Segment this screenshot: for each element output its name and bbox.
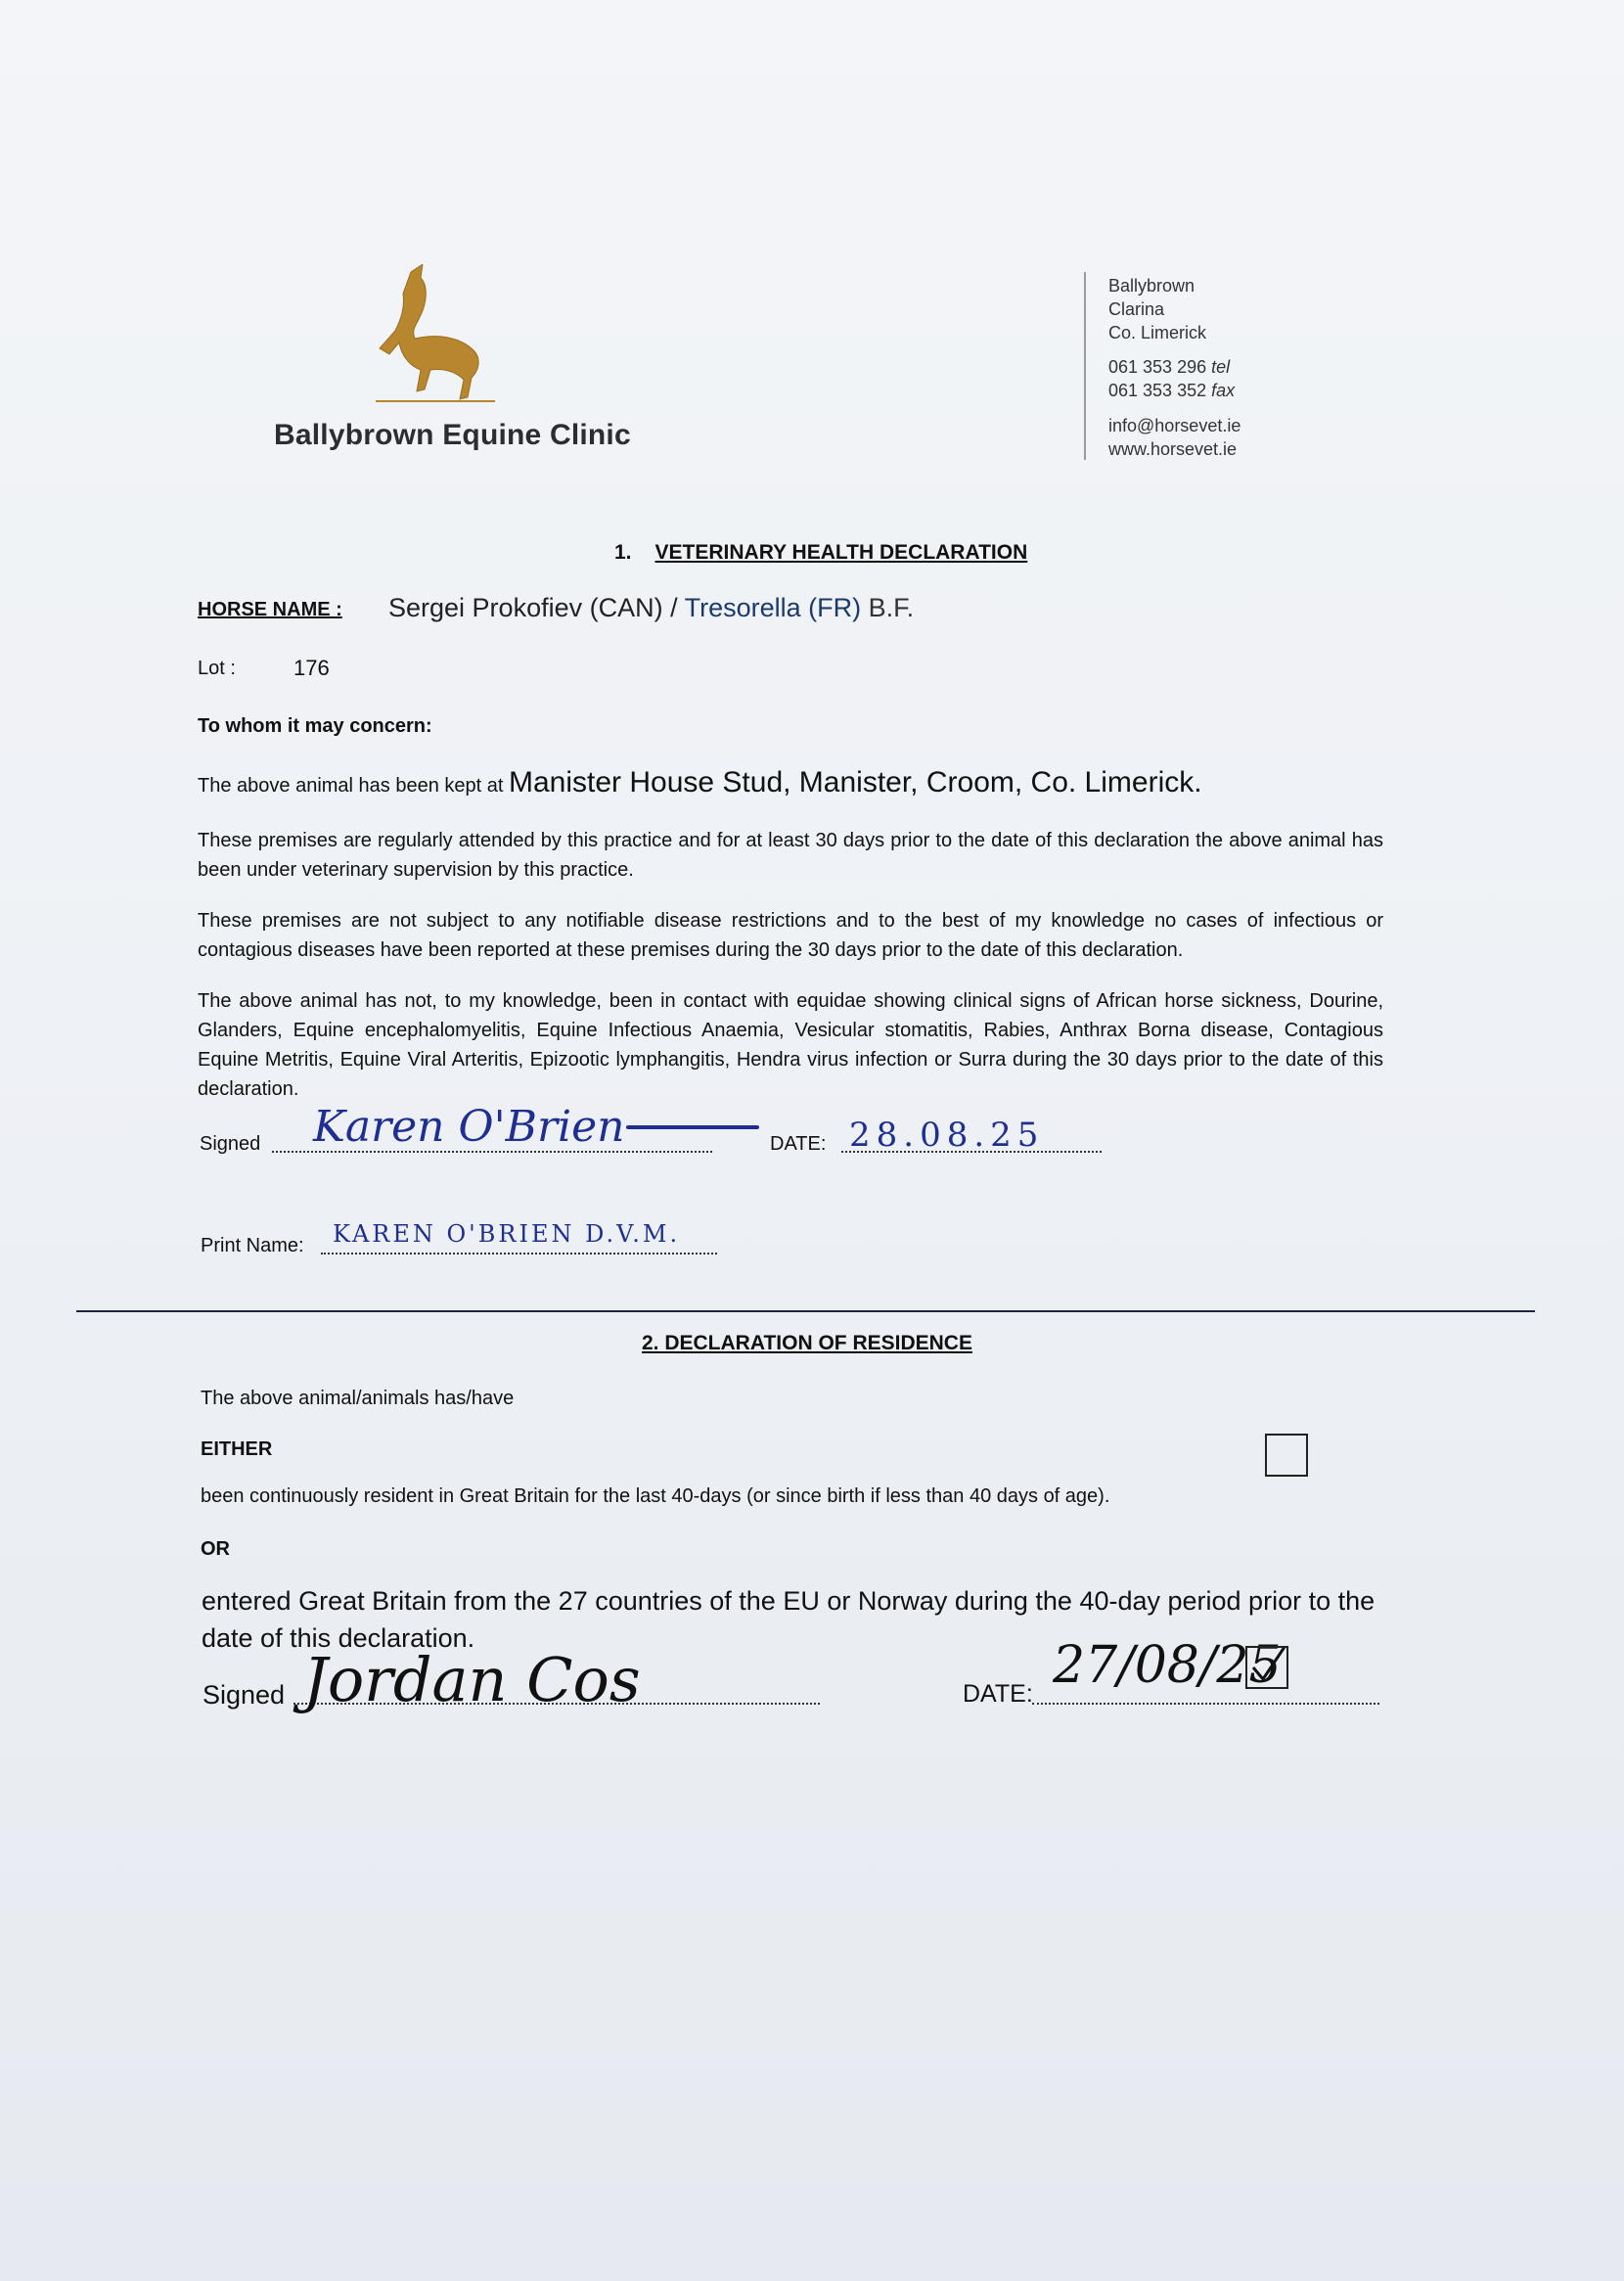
date-label-2: DATE:	[963, 1680, 1033, 1708]
signed-label-1: Signed	[200, 1133, 261, 1155]
address-divider	[1084, 272, 1086, 460]
address-line: Ballybrown	[1108, 276, 1195, 296]
horse-logo-icon	[372, 264, 499, 411]
date-value-2: 27/08/25	[1053, 1636, 1282, 1695]
section2-title: 2. DECLARATION OF RESIDENCE	[642, 1332, 972, 1354]
website-link[interactable]: www.horsevet.ie	[1108, 439, 1238, 459]
paragraph-restrictions: These premises are not subject to any notifiable disease restrictions and to the best of my knowledge no cases of infectious or contagious diseases have been reported at these premises during the 30 days prior to the date of this declaration.	[198, 910, 1383, 961]
signed-label-2: Signed	[203, 1680, 286, 1710]
address-line: Clarina	[1108, 299, 1165, 319]
lot-value: 176	[293, 656, 330, 680]
salutation: To whom it may concern:	[198, 715, 432, 737]
print-name-value: KAREN O'BRIEN D.V.M.	[333, 1220, 681, 1248]
owner-signature: Jordan Cos	[303, 1644, 641, 1715]
residence-intro: The above animal/animals has/have	[201, 1388, 515, 1409]
print-name-label: Print Name:	[201, 1235, 304, 1256]
section-divider	[76, 1310, 1535, 1312]
date-line-2	[1032, 1703, 1379, 1705]
horse-name-label: HORSE NAME :	[198, 599, 342, 620]
tel-line: 061 353 296 tel	[1108, 357, 1231, 377]
horse-name-row	[198, 599, 342, 621]
paragraph-supervision: These premises are regularly attended by this practice and for at least 30 days prior to the date of this declaration the above animal has been under veterinary supervision by this practice.	[198, 830, 1383, 881]
lot-label: Lot :	[198, 658, 236, 679]
option1-checkbox[interactable]	[1265, 1434, 1308, 1477]
date-label-1: DATE:	[770, 1133, 827, 1155]
option2-checkbox[interactable]	[1245, 1646, 1288, 1689]
address-block	[1108, 274, 1206, 344]
fax-line: 061 353 352 fax	[1108, 381, 1236, 400]
paragraph-contact: The above animal has not, to my knowledge, been in contact with equidae showing clinical signs of African horse sickness, Dourine, Glanders, Equine encephalomyelitis, Equine Infectious Anaemia, Vesicular stomatitis, Rabies, Anthrax Borna disease, Contagious Equine Metritis, Equine Viral Arteritis, Epizootic lymphangitis, Hendra virus infection or Surra during the 30 days prior to the date of this declaration.	[198, 990, 1383, 1100]
kept-location: Manister House Stud, Manister, Croom, Co. Limerick.	[509, 766, 1202, 798]
checkmark-icon	[1247, 1648, 1286, 1687]
or-label: OR	[201, 1538, 230, 1560]
horse-name-value: Sergei Prokofiev (CAN) / Tresorella (FR) B.F.	[388, 593, 915, 622]
date-value-1: 28.08.25	[849, 1116, 1045, 1155]
email-link[interactable]: info@horsevet.ie	[1108, 416, 1241, 435]
option1-text: been continuously resident in Great Britain for the last 40-days (or since birth if less than 40 days of age).	[201, 1485, 1110, 1507]
contact-block	[1108, 414, 1241, 461]
print-name-line	[321, 1253, 717, 1255]
kept-at-line: The above animal has been kept at Manister House Stud, Manister, Croom, Co. Limerick.	[198, 766, 1202, 798]
option2-text: entered Great Britain from the 27 countries of the EU or Norway during the 40-day period prior to the date of this declaration.	[202, 1586, 1376, 1653]
phone-block	[1108, 355, 1235, 402]
clinic-name: Ballybrown Equine Clinic	[274, 419, 631, 451]
either-label: EITHER	[201, 1438, 273, 1460]
signature-flourish	[626, 1125, 759, 1129]
address-line: Co. Limerick	[1108, 323, 1207, 342]
vet-signature: Karen O'Brien	[313, 1102, 625, 1152]
section1-title: 1. VETERINARY HEALTH DECLARATION	[614, 541, 1028, 564]
